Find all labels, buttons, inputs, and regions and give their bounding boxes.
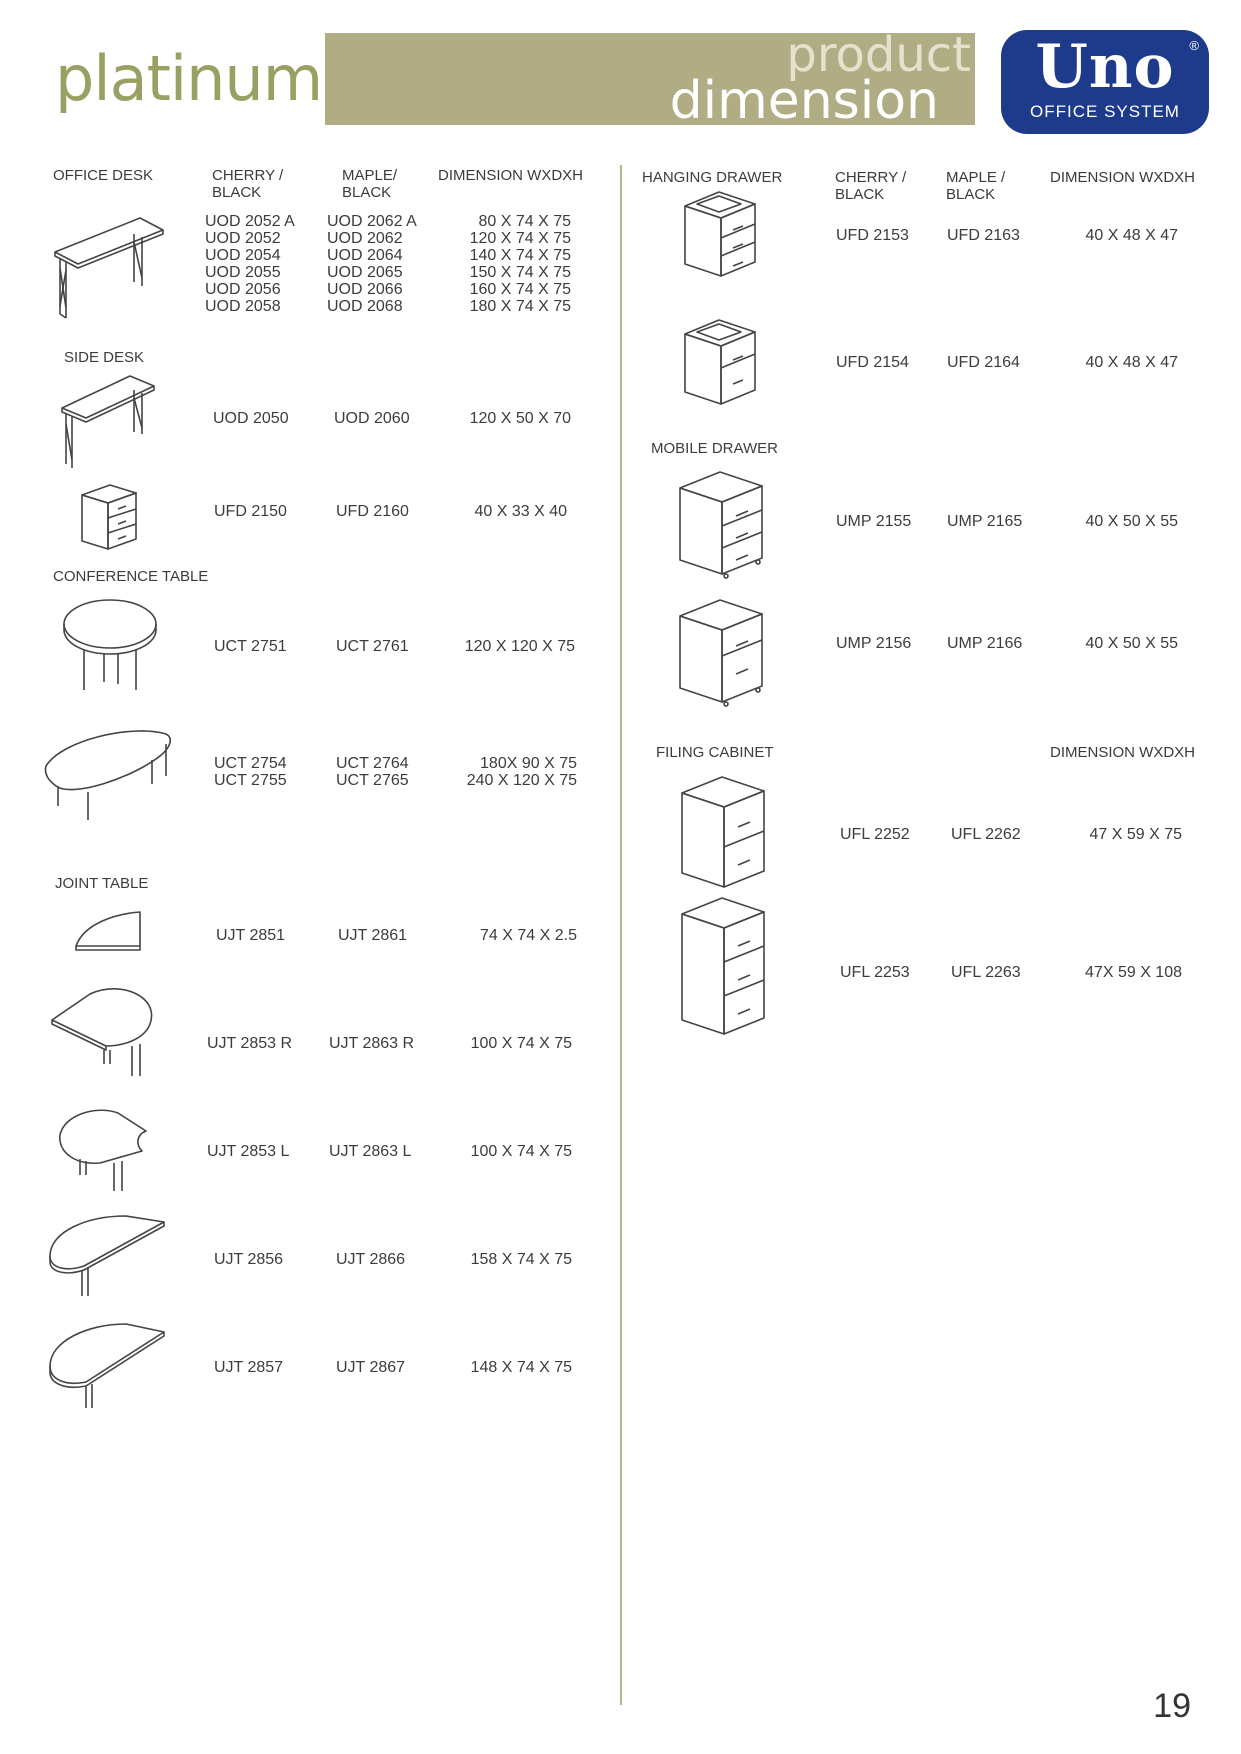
hanging-dim-2: 40 X 48 X 47: [1085, 354, 1178, 371]
hanging-cherry-2: UFD 2154: [836, 354, 909, 371]
col-header-maple-right: MAPLE / BLACK: [946, 169, 1006, 203]
joint-cherry-3: UJT 2853 L: [207, 1143, 290, 1160]
quarter-joint-panel-icon: [74, 910, 144, 955]
conference-cherry-2: UCT 2754 UCT 2755: [214, 755, 287, 789]
hanging-dim-1: 40 X 48 X 47: [1085, 227, 1178, 244]
side-desk-dim-1: 120 X 50 X 70: [469, 410, 571, 427]
hanging-drawer-2-icon: [683, 318, 757, 406]
hanging-maple-2: UFD 2164: [947, 354, 1020, 371]
banner-word-dimension: dimension: [669, 71, 939, 131]
filing-maple-1: UFL 2262: [951, 826, 1021, 843]
side-desk-dim-2: 40 X 33 X 40: [474, 503, 567, 520]
col-header-maple: MAPLE/ BLACK: [342, 167, 398, 201]
side-desk-maple-1: UOD 2060: [334, 410, 410, 427]
side-desk-maple-2: UFD 2160: [336, 503, 409, 520]
section-banner: [325, 27, 975, 131]
mobile-maple-2: UMP 2166: [947, 635, 1023, 652]
joint-table-left-icon: [56, 1105, 152, 1195]
mobile-drawer-2-icon: [678, 598, 764, 708]
col-header-dimension-right: DIMENSION WXDXH: [1050, 169, 1196, 186]
conference-maple-1: UCT 2761: [336, 638, 409, 655]
section-title-mobile-drawer: MOBILE DRAWER: [651, 440, 778, 457]
joint-dim-3: 100 X 74 X 75: [470, 1143, 572, 1160]
round-conference-table-icon: [60, 598, 160, 694]
col-header-cherry-right: CHERRY / BLACK: [835, 169, 907, 203]
filing-dimension-header: DIMENSION WXDXH: [1050, 744, 1196, 761]
filing-cherry-1: UFL 2252: [840, 826, 910, 843]
logo-name: Uno: [1035, 32, 1175, 102]
conference-dim-2: 180X 90 X 75 240 X 120 X 75: [466, 755, 577, 789]
hanging-cherry-1: UFD 2153: [836, 227, 909, 244]
mobile-cherry-2: UMP 2156: [836, 635, 912, 652]
filing-dim-2: 47X 59 X 108: [1085, 964, 1182, 981]
mobile-drawer-3-icon: [678, 470, 764, 580]
joint-maple-3: UJT 2863 L: [329, 1143, 412, 1160]
filing-cherry-2: UFL 2253: [840, 964, 910, 981]
section-title-filing-cabinet: FILING CABINET: [656, 744, 774, 761]
office-desk-icon: [50, 212, 165, 322]
mobile-dim-2: 40 X 50 X 55: [1085, 635, 1178, 652]
joint-maple-1: UJT 2861: [338, 927, 408, 944]
filing-dim-1: 47 X 59 X 75: [1089, 826, 1182, 843]
conference-dim-1: 120 X 120 X 75: [464, 638, 575, 655]
joint-cherry-1: UJT 2851: [216, 927, 286, 944]
col-header-cherry: CHERRY / BLACK: [212, 167, 284, 201]
filing-cabinet-2-icon: [680, 775, 766, 891]
brand-title: platinum: [55, 42, 323, 115]
joint-dim-4: 158 X 74 X 75: [470, 1251, 572, 1268]
joint-maple-5: UJT 2867: [336, 1359, 406, 1376]
mobile-cherry-1: UMP 2155: [836, 513, 912, 530]
filing-cabinet-3-icon: [680, 896, 766, 1038]
side-desk-icon: [58, 372, 158, 470]
banner-word-product: product: [786, 27, 971, 83]
conference-maple-2: UCT 2764 UCT 2765: [336, 755, 409, 789]
hanging-maple-1: UFD 2163: [947, 227, 1020, 244]
joint-maple-2: UJT 2863 R: [329, 1035, 415, 1052]
oval-conference-table-icon: [42, 720, 174, 826]
mobile-maple-1: UMP 2165: [947, 513, 1023, 530]
section-title-side-desk: SIDE DESK: [64, 349, 145, 366]
uno-logo: [1001, 30, 1209, 134]
conference-cherry-1: UCT 2751: [214, 638, 287, 655]
joint-cherry-5: UJT 2857: [214, 1359, 284, 1376]
section-title-hanging-drawer: HANGING DRAWER: [642, 169, 783, 186]
side-desk-cherry-1: UOD 2050: [213, 410, 289, 427]
joint-cherry-2: UJT 2853 R: [207, 1035, 293, 1052]
filing-maple-2: UFL 2263: [951, 964, 1021, 981]
joint-maple-4: UJT 2866: [336, 1251, 406, 1268]
col-header-dimension: DIMENSION WXDXH: [438, 167, 584, 184]
side-desk-cherry-2: UFD 2150: [214, 503, 287, 520]
section-title-joint-table: JOINT TABLE: [55, 875, 149, 892]
column-divider: [620, 165, 622, 1705]
office-desk-dimensions: 80 X 74 X 75 120 X 74 X 75 140 X 74 X 75 150 X 74 X 75 160 X 74 X 75 180 X 74 X 75: [469, 213, 571, 315]
joint-table-right-icon: [50, 986, 158, 1078]
section-title-conference-table: CONFERENCE TABLE: [53, 568, 209, 585]
hanging-drawer-3-icon: [683, 190, 757, 278]
joint-dim-1: 74 X 74 X 2.5: [480, 927, 577, 944]
half-round-joint-table-icon: [46, 1212, 168, 1300]
section-title-office-desk: OFFICE DESK: [53, 167, 154, 184]
office-desk-maple-codes: UOD 2062 A UOD 2062 UOD 2064 UOD 2065 UOD 2066 UOD 2068: [327, 213, 417, 315]
mobile-dim-1: 40 X 50 X 55: [1085, 513, 1178, 530]
page-number: 19: [1153, 1687, 1191, 1725]
registered-mark: ®: [1189, 38, 1199, 53]
logo-tagline: OFFICE SYSTEM: [1030, 102, 1180, 121]
joint-dim-5: 148 X 74 X 75: [470, 1359, 572, 1376]
half-round-joint-table-2-icon: [46, 1320, 168, 1410]
office-desk-cherry-codes: UOD 2052 A UOD 2052 UOD 2054 UOD 2055 UOD 2056 UOD 2058: [205, 213, 295, 315]
pedestal-drawer-icon: [80, 483, 138, 551]
joint-dim-2: 100 X 74 X 75: [470, 1035, 572, 1052]
joint-cherry-4: UJT 2856: [214, 1251, 284, 1268]
